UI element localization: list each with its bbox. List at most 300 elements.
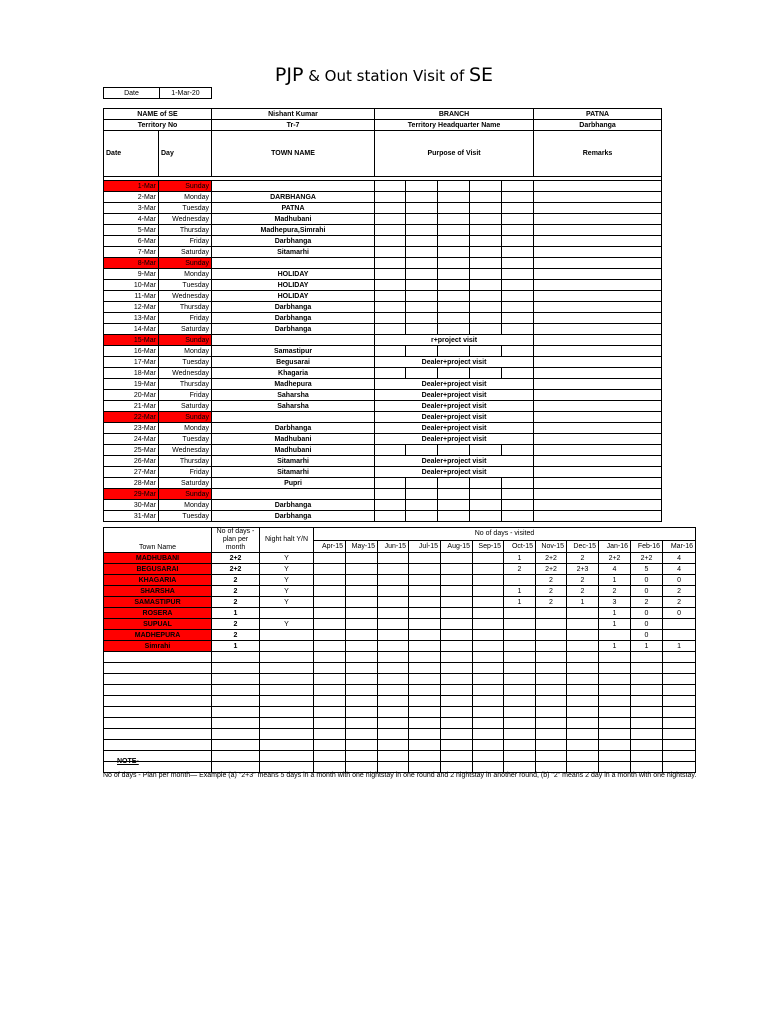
- row-town: PATNA: [212, 203, 375, 214]
- visit-count: 2: [536, 597, 567, 608]
- row-purpose-cell: [502, 291, 534, 302]
- row-town: Begusarai: [212, 357, 375, 368]
- row-purpose-cell: [406, 181, 438, 192]
- visit-empty-cell: [567, 674, 599, 685]
- title-pjp: PJP: [274, 64, 304, 86]
- pjp-row: [104, 467, 662, 478]
- visit-plan: 2: [212, 586, 260, 597]
- row-date: 10-Mar: [104, 280, 159, 291]
- visit-town: Simrahi: [104, 641, 212, 652]
- visit-empty-cell: [663, 729, 696, 740]
- visit-count: 1: [631, 641, 663, 652]
- visit-count: 1: [599, 575, 631, 586]
- row-purpose-cell: [406, 203, 438, 214]
- row-purpose-cell: [438, 445, 470, 456]
- row-purpose-cell: [406, 500, 438, 511]
- pjp-row: [104, 500, 662, 511]
- row-purpose-cell: [438, 280, 470, 291]
- row-date: 9-Mar: [104, 269, 159, 280]
- row-remarks: [534, 236, 662, 247]
- visit-count: [567, 619, 599, 630]
- row-remarks: [534, 357, 662, 368]
- territory-value: Tr-7: [212, 120, 375, 131]
- row-town: Samastipur: [212, 346, 375, 357]
- row-purpose-cell: [470, 280, 502, 291]
- row-purpose-cell: [470, 445, 502, 456]
- visit-empty-cell: [663, 718, 696, 729]
- row-day: Tuesday: [159, 357, 212, 368]
- row-purpose-cell: [406, 346, 438, 357]
- row-day: Sunday: [159, 412, 212, 423]
- row-purpose-cell: [438, 236, 470, 247]
- visit-empty-cell: [212, 685, 260, 696]
- row-purpose-cell: [502, 258, 534, 269]
- row-day: Thursday: [159, 302, 212, 313]
- visit-empty-cell: [314, 663, 346, 674]
- visit-empty-cell: [378, 652, 409, 663]
- visit-empty-cell: [567, 663, 599, 674]
- row-purpose-cell: [470, 258, 502, 269]
- visit-empty-cell: [631, 696, 663, 707]
- visit-empty-cell: [536, 718, 567, 729]
- visit-empty-cell: [504, 674, 536, 685]
- visit-empty-cell: [567, 729, 599, 740]
- row-purpose-cell: [502, 302, 534, 313]
- row-purpose-cell: [375, 324, 406, 335]
- visit-halt: Y: [260, 553, 314, 564]
- month-header: Sep-15: [473, 540, 504, 553]
- row-date: 18-Mar: [104, 368, 159, 379]
- month-header: Oct-15: [504, 540, 536, 553]
- pjp-row: [104, 335, 662, 346]
- row-purpose-cell: [438, 346, 470, 357]
- row-purpose-cell: [375, 313, 406, 324]
- visit-empty-cell: [631, 652, 663, 663]
- visit-count: [346, 619, 378, 630]
- visit-empty-cell: [346, 652, 378, 663]
- row-date: 29-Mar: [104, 489, 159, 500]
- month-header: Aug-15: [441, 540, 473, 553]
- visit-empty-cell: [473, 740, 504, 751]
- visit-empty-cell: [536, 674, 567, 685]
- date-value: 1-Mar-20: [160, 88, 212, 99]
- visit-count: [409, 630, 441, 641]
- row-date: 8-Mar: [104, 258, 159, 269]
- row-date: 28-Mar: [104, 478, 159, 489]
- row-purpose-cell: [438, 203, 470, 214]
- pjp-row: [104, 434, 662, 445]
- pjp-row: [104, 423, 662, 434]
- row-purpose-cell: [470, 500, 502, 511]
- row-purpose-cell: [470, 302, 502, 313]
- row-town: Sitamarhi: [212, 456, 375, 467]
- visit-empty-cell: [260, 729, 314, 740]
- visit-empty-cell: [567, 751, 599, 762]
- visit-count: [378, 586, 409, 597]
- row-day: Wednesday: [159, 445, 212, 456]
- visit-count: [346, 597, 378, 608]
- pjp-row: [104, 368, 662, 379]
- visit-count: 2: [567, 586, 599, 597]
- visit-count: [441, 641, 473, 652]
- visit-empty-cell: [504, 663, 536, 674]
- visit-empty-cell: [212, 652, 260, 663]
- visit-count: [314, 564, 346, 575]
- visit-col-halt: Night halt Y/N: [260, 528, 314, 553]
- row-purpose-cell: [438, 500, 470, 511]
- visit-empty-cell: [212, 663, 260, 674]
- row-remarks: [534, 434, 662, 445]
- col-purpose-header: Purpose of Visit: [375, 131, 534, 177]
- visit-empty-cell: [663, 652, 696, 663]
- row-remarks: [534, 390, 662, 401]
- visit-empty-cell: [378, 707, 409, 718]
- visit-town: BEGUSARAI: [104, 564, 212, 575]
- visit-empty-cell: [599, 674, 631, 685]
- row-purpose-cell: [406, 368, 438, 379]
- row-purpose-cell: [406, 511, 438, 522]
- visit-empty-cell: [567, 718, 599, 729]
- row-purpose-cell: [375, 236, 406, 247]
- row-purpose-cell: [470, 313, 502, 324]
- col-date-header: Date: [104, 131, 159, 177]
- row-purpose-cell: [406, 236, 438, 247]
- visit-row: [104, 586, 696, 597]
- visit-row: [104, 619, 696, 630]
- row-purpose-cell: [375, 181, 406, 192]
- visit-empty-cell: [314, 685, 346, 696]
- visit-count: [536, 608, 567, 619]
- row-town: DARBHANGA: [212, 192, 375, 203]
- row-purpose: Dealer+project visit: [375, 434, 534, 445]
- row-purpose-cell: [502, 445, 534, 456]
- visit-empty-cell: [631, 729, 663, 740]
- visit-empty-cell: [260, 674, 314, 685]
- row-purpose-cell: [375, 192, 406, 203]
- visit-count: [473, 597, 504, 608]
- visit-count: [409, 553, 441, 564]
- visit-count: [536, 619, 567, 630]
- visit-count: [473, 575, 504, 586]
- pjp-row: [104, 203, 662, 214]
- pjp-row: [104, 280, 662, 291]
- visit-empty-cell: [663, 740, 696, 751]
- branch-value: PATNA: [534, 109, 662, 120]
- visit-count: 2: [567, 553, 599, 564]
- row-purpose-cell: [502, 247, 534, 258]
- visit-empty-row: [104, 740, 696, 751]
- visit-empty-cell: [599, 740, 631, 751]
- row-purpose-cell: [502, 478, 534, 489]
- visit-empty-cell: [567, 685, 599, 696]
- row-day: Friday: [159, 390, 212, 401]
- visit-count: [314, 597, 346, 608]
- pjp-row: [104, 302, 662, 313]
- visit-empty-cell: [663, 707, 696, 718]
- visit-count: 1: [504, 597, 536, 608]
- row-purpose-cell: [502, 203, 534, 214]
- pjp-row: [104, 225, 662, 236]
- visit-count: [473, 630, 504, 641]
- visit-empty-cell: [346, 729, 378, 740]
- row-purpose-cell: [375, 258, 406, 269]
- visit-empty-cell: [378, 740, 409, 751]
- row-town: [212, 181, 375, 192]
- visit-empty-cell: [663, 685, 696, 696]
- visit-count: [378, 553, 409, 564]
- visit-count: 1: [599, 608, 631, 619]
- row-purpose-cell: [406, 269, 438, 280]
- row-purpose-cell: [438, 192, 470, 203]
- visit-empty-cell: [473, 674, 504, 685]
- row-date: 30-Mar: [104, 500, 159, 511]
- pjp-row: [104, 357, 662, 368]
- visit-row: [104, 553, 696, 564]
- visit-halt: [260, 630, 314, 641]
- row-date: 24-Mar: [104, 434, 159, 445]
- row-town: Darbhanga: [212, 500, 375, 511]
- visit-empty-cell: [409, 696, 441, 707]
- visit-count: [663, 630, 696, 641]
- visit-count: [473, 586, 504, 597]
- month-header: Apr-15: [314, 540, 346, 553]
- row-date: 4-Mar: [104, 214, 159, 225]
- pjp-row: [104, 346, 662, 357]
- visit-empty-cell: [536, 685, 567, 696]
- visit-empty-cell: [104, 729, 212, 740]
- visit-count: 0: [631, 575, 663, 586]
- visit-empty-cell: [378, 729, 409, 740]
- visit-count: 4: [663, 553, 696, 564]
- visit-empty-cell: [260, 707, 314, 718]
- row-day: Tuesday: [159, 434, 212, 445]
- row-date: 23-Mar: [104, 423, 159, 434]
- row-purpose-cell: [375, 247, 406, 258]
- visit-count: [346, 586, 378, 597]
- pjp-row: [104, 401, 662, 412]
- row-purpose-cell: [438, 181, 470, 192]
- visit-empty-cell: [260, 718, 314, 729]
- row-purpose-cell: [406, 214, 438, 225]
- row-purpose-cell: [438, 324, 470, 335]
- pjp-row: [104, 181, 662, 192]
- row-remarks: [534, 489, 662, 500]
- row-purpose-cell: [406, 489, 438, 500]
- territory-label: Territory No: [104, 120, 212, 131]
- visit-empty-cell: [260, 685, 314, 696]
- visit-empty-cell: [599, 696, 631, 707]
- visit-count: [504, 608, 536, 619]
- visit-count: [441, 608, 473, 619]
- visit-empty-cell: [599, 685, 631, 696]
- pjp-row: [104, 489, 662, 500]
- visit-count: 3: [599, 597, 631, 608]
- month-header: Nov-15: [536, 540, 567, 553]
- month-header: May-15: [346, 540, 378, 553]
- visit-halt: [260, 608, 314, 619]
- row-town: Darbhanga: [212, 313, 375, 324]
- row-purpose: Dealer+project visit: [375, 412, 534, 423]
- visit-empty-cell: [441, 674, 473, 685]
- date-label: Date: [104, 88, 160, 99]
- row-purpose: Dealer+project visit: [375, 456, 534, 467]
- visit-halt: [260, 641, 314, 652]
- visit-count: [314, 586, 346, 597]
- visit-count: [567, 630, 599, 641]
- pjp-row: [104, 269, 662, 280]
- visit-empty-row: [104, 696, 696, 707]
- visit-empty-cell: [212, 729, 260, 740]
- visit-row: [104, 564, 696, 575]
- row-town: Madhubani: [212, 214, 375, 225]
- row-day: Monday: [159, 346, 212, 357]
- row-remarks: [534, 269, 662, 280]
- visit-count: [346, 608, 378, 619]
- visit-empty-cell: [409, 652, 441, 663]
- visit-count: [473, 608, 504, 619]
- visit-empty-cell: [346, 696, 378, 707]
- row-remarks: [534, 368, 662, 379]
- visit-empty-cell: [378, 685, 409, 696]
- row-date: 3-Mar: [104, 203, 159, 214]
- row-purpose-cell: [502, 500, 534, 511]
- visit-count: 4: [599, 564, 631, 575]
- row-date: 27-Mar: [104, 467, 159, 478]
- row-purpose-cell: [502, 192, 534, 203]
- row-date: 7-Mar: [104, 247, 159, 258]
- visit-count: [409, 586, 441, 597]
- visit-empty-cell: [441, 707, 473, 718]
- visit-count: 2: [567, 575, 599, 586]
- row-day: Thursday: [159, 379, 212, 390]
- row-remarks: [534, 456, 662, 467]
- row-purpose-cell: [438, 478, 470, 489]
- row-purpose-cell: [438, 225, 470, 236]
- row-remarks: [534, 247, 662, 258]
- visit-count: [314, 575, 346, 586]
- row-date: 13-Mar: [104, 313, 159, 324]
- visit-count: 2: [663, 597, 696, 608]
- visit-count: [663, 619, 696, 630]
- row-remarks: [534, 335, 662, 346]
- row-town: Saharsha: [212, 401, 375, 412]
- row-purpose-cell: [406, 258, 438, 269]
- row-date: 19-Mar: [104, 379, 159, 390]
- visit-empty-cell: [314, 652, 346, 663]
- visit-count: 1: [504, 553, 536, 564]
- name-value: Nishant Kumar: [212, 109, 375, 120]
- row-purpose-cell: [470, 511, 502, 522]
- row-purpose-cell: [470, 247, 502, 258]
- visit-count: [378, 597, 409, 608]
- row-date: 14-Mar: [104, 324, 159, 335]
- row-remarks: [534, 346, 662, 357]
- visit-empty-cell: [104, 663, 212, 674]
- row-purpose-cell: [470, 324, 502, 335]
- row-day: Friday: [159, 467, 212, 478]
- row-town: Darbhanga: [212, 511, 375, 522]
- row-purpose-cell: [375, 225, 406, 236]
- visit-empty-cell: [663, 696, 696, 707]
- row-purpose-cell: [502, 214, 534, 225]
- visit-empty-cell: [314, 707, 346, 718]
- visit-count: [346, 630, 378, 641]
- visit-count: [441, 586, 473, 597]
- visit-count: [378, 575, 409, 586]
- row-date: 15-Mar: [104, 335, 159, 346]
- row-purpose-cell: [375, 478, 406, 489]
- visit-empty-cell: [599, 707, 631, 718]
- visit-empty-cell: [409, 751, 441, 762]
- row-day: Friday: [159, 313, 212, 324]
- visit-empty-cell: [663, 674, 696, 685]
- row-remarks: [534, 445, 662, 456]
- visit-row: [104, 630, 696, 641]
- row-purpose-cell: [406, 280, 438, 291]
- visit-count: 0: [663, 608, 696, 619]
- row-purpose: Dealer+project visit: [375, 467, 534, 478]
- row-remarks: [534, 423, 662, 434]
- visit-empty-cell: [536, 751, 567, 762]
- visit-empty-cell: [631, 751, 663, 762]
- visit-town: SHARSHA: [104, 586, 212, 597]
- visit-empty-cell: [378, 718, 409, 729]
- row-purpose-cell: [502, 511, 534, 522]
- row-remarks: [534, 500, 662, 511]
- visit-count: 2: [504, 564, 536, 575]
- row-day: Monday: [159, 269, 212, 280]
- visit-count: [378, 630, 409, 641]
- row-town: HOLIDAY: [212, 280, 375, 291]
- visit-empty-cell: [536, 663, 567, 674]
- visit-empty-cell: [599, 729, 631, 740]
- row-town: Darbhanga: [212, 324, 375, 335]
- row-town: HOLIDAY: [212, 291, 375, 302]
- row-day: Wednesday: [159, 214, 212, 225]
- row-purpose-cell: [470, 489, 502, 500]
- pjp-row: [104, 390, 662, 401]
- row-purpose-cell: [406, 225, 438, 236]
- visit-table: [103, 527, 696, 773]
- visit-empty-cell: [663, 751, 696, 762]
- visit-plan: 1: [212, 608, 260, 619]
- row-town: Darbhanga: [212, 302, 375, 313]
- row-purpose-cell: [502, 280, 534, 291]
- row-day: Sunday: [159, 335, 212, 346]
- visit-empty-cell: [536, 707, 567, 718]
- visit-count: [567, 608, 599, 619]
- visit-empty-cell: [346, 718, 378, 729]
- visit-count: [409, 608, 441, 619]
- visit-plan: 2: [212, 630, 260, 641]
- visit-count: 4: [663, 564, 696, 575]
- pjp-row: [104, 236, 662, 247]
- visit-empty-cell: [473, 729, 504, 740]
- row-day: Saturday: [159, 324, 212, 335]
- visit-empty-cell: [346, 685, 378, 696]
- visit-halt: Y: [260, 619, 314, 630]
- row-town: Madhepura: [212, 379, 375, 390]
- visit-empty-cell: [409, 729, 441, 740]
- visit-empty-cell: [504, 685, 536, 696]
- visit-empty-cell: [504, 707, 536, 718]
- row-purpose-cell: [470, 236, 502, 247]
- row-purpose-cell: [438, 489, 470, 500]
- visit-empty-cell: [104, 718, 212, 729]
- visit-empty-row: [104, 751, 696, 762]
- visit-empty-cell: [504, 718, 536, 729]
- row-day: Saturday: [159, 478, 212, 489]
